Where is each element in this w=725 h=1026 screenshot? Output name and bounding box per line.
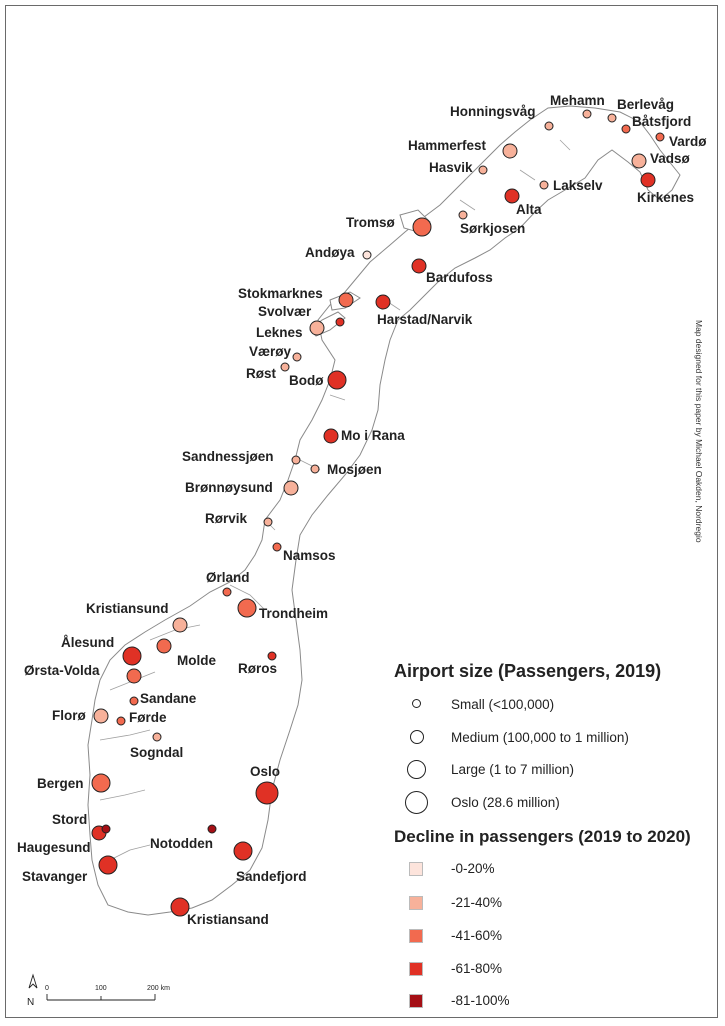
airport-marker-vads- bbox=[632, 154, 646, 168]
label-berlevag: Berlevåg bbox=[617, 97, 675, 112]
label-trondheim: Trondheim bbox=[259, 606, 329, 621]
label-bergen: Bergen bbox=[37, 776, 84, 791]
label-hammerfest: Hammerfest bbox=[408, 138, 487, 153]
label-bodo: Bodø bbox=[289, 373, 324, 388]
label-sorkjosen: Sørkjosen bbox=[460, 221, 526, 236]
legend-decline-0: -0-20% bbox=[451, 861, 495, 876]
legend-size-title: Airport size (Passengers, 2019) bbox=[394, 661, 662, 681]
label-kirkenes: Kirkenes bbox=[637, 190, 695, 205]
airport-marker-hammerfest bbox=[503, 144, 517, 158]
label-mehamn: Mehamn bbox=[550, 93, 605, 108]
airport-marker-stavanger bbox=[99, 856, 117, 874]
airport-marker-v-r-y bbox=[293, 353, 301, 361]
label-rorvik: Rørvik bbox=[205, 511, 248, 526]
label-mosjoen: Mosjøen bbox=[327, 462, 382, 477]
legend-decline-1: -21-40% bbox=[451, 895, 503, 910]
label-oslo: Oslo bbox=[250, 764, 281, 779]
label-sogndal: Sogndal bbox=[130, 745, 184, 760]
airport-marker-kirkenes bbox=[641, 173, 655, 187]
legend-size-small-circle bbox=[412, 699, 421, 708]
legend-decline-4: -81-100% bbox=[451, 993, 510, 1008]
airport-marker-troms- bbox=[413, 218, 431, 236]
legend-decline-swatch-2 bbox=[409, 929, 423, 943]
airport-marker-namsos bbox=[273, 543, 281, 551]
label-rost: Røst bbox=[246, 366, 276, 381]
airport-marker-and-ya bbox=[363, 251, 371, 259]
airport-marker-mo-i-rana bbox=[324, 429, 338, 443]
airport-marker-svolv-r bbox=[336, 318, 344, 326]
legend-decline-swatch-4 bbox=[409, 994, 423, 1008]
scale-label-200: 200 km bbox=[147, 985, 170, 992]
airport-marker--rsta-volda bbox=[127, 669, 141, 683]
label-alesund: Ålesund bbox=[61, 635, 115, 650]
label-molde: Molde bbox=[177, 653, 216, 668]
label-roros: Røros bbox=[238, 661, 278, 676]
airport-marker-mosj-en bbox=[311, 465, 319, 473]
label-batsfjord: Båtsfjord bbox=[632, 114, 692, 129]
airport-marker-stokmarknes bbox=[339, 293, 353, 307]
airport-marker-r-ros bbox=[268, 652, 276, 660]
airport-marker-r-rvik bbox=[264, 518, 272, 526]
airport-marker-kristiansund bbox=[173, 618, 187, 632]
airport-marker-mehamn bbox=[583, 110, 591, 118]
north-label: N bbox=[27, 997, 35, 1008]
airport-marker-sandefjord bbox=[234, 842, 252, 860]
airport-marker--rland bbox=[223, 588, 231, 596]
airport-marker-haugesund bbox=[102, 825, 110, 833]
label-floro: Florø bbox=[52, 708, 86, 723]
legend-size-small: Small (<100,000) bbox=[451, 697, 555, 712]
scale-label-0: 0 bbox=[45, 985, 49, 992]
label-vardo: Vardø bbox=[669, 134, 707, 149]
airport-marker-alta bbox=[505, 189, 519, 203]
airport-marker-sandane bbox=[130, 697, 138, 705]
airport-marker-molde bbox=[157, 639, 171, 653]
legend-decline-3: -61-80% bbox=[451, 961, 503, 976]
label-kristiansund: Kristiansund bbox=[86, 601, 169, 616]
airport-marker-bergen bbox=[92, 774, 110, 792]
airport-marker-lakselv bbox=[540, 181, 548, 189]
label-honningsvag: Honningsvåg bbox=[450, 104, 536, 119]
legend-decline-swatch-3 bbox=[409, 962, 423, 976]
label-sandefjord: Sandefjord bbox=[236, 869, 307, 884]
legend-size-oslo-circle bbox=[405, 791, 428, 814]
label-lakselv: Lakselv bbox=[553, 178, 603, 193]
label-sandnessjoen: Sandnessjøen bbox=[182, 449, 274, 464]
label-haugesund: Haugesund bbox=[17, 840, 91, 855]
airport-marker-vard- bbox=[656, 133, 664, 141]
legend-size-medium-circle bbox=[410, 730, 424, 744]
airport-marker-honningsv-g bbox=[545, 122, 553, 130]
label-leknes: Leknes bbox=[256, 325, 303, 340]
label-alta: Alta bbox=[516, 202, 542, 217]
airport-marker-oslo bbox=[256, 782, 278, 804]
airport-marker-sandnessj-en bbox=[292, 456, 300, 464]
legend-size-large: Large (1 to 7 million) bbox=[451, 762, 575, 777]
airport-marker-leknes bbox=[310, 321, 324, 335]
airport-marker-berlev-g bbox=[608, 114, 616, 122]
airport-marker-bod- bbox=[328, 371, 346, 389]
label-namsos: Namsos bbox=[283, 548, 336, 563]
label-vadso: Vadsø bbox=[650, 151, 690, 166]
label-forde: Førde bbox=[129, 710, 167, 725]
label-kristiansand: Kristiansand bbox=[187, 912, 269, 927]
airport-marker--lesund bbox=[123, 647, 141, 665]
label-andoya: Andøya bbox=[305, 245, 355, 260]
label-sandane: Sandane bbox=[140, 691, 197, 706]
label-stord: Stord bbox=[52, 812, 88, 827]
legend-size-oslo: Oslo (28.6 million) bbox=[451, 795, 560, 810]
airport-marker-br-nn-ysund bbox=[284, 481, 298, 495]
airport-marker-f-rde bbox=[117, 717, 125, 725]
label-vaeroy: Værøy bbox=[249, 344, 292, 359]
label-tromso: Tromsø bbox=[346, 215, 395, 230]
label-stavanger: Stavanger bbox=[22, 869, 88, 884]
airport-marker-s-rkjosen bbox=[459, 211, 467, 219]
airport-marker-hasvik bbox=[479, 166, 487, 174]
airport-marker-flor- bbox=[94, 709, 108, 723]
label-mo-i-rana: Mo i Rana bbox=[341, 428, 405, 443]
airport-marker-notodden bbox=[208, 825, 216, 833]
airport-marker-b-tsfjord bbox=[622, 125, 630, 133]
label-hasvik: Hasvik bbox=[429, 160, 473, 175]
legend-decline-2: -41-60% bbox=[451, 928, 503, 943]
label-orsta-volda: Ørsta-Volda bbox=[24, 663, 100, 678]
legend-decline-title: Decline in passengers (2019 to 2020) bbox=[394, 827, 691, 846]
airport-marker-bardufoss bbox=[412, 259, 426, 273]
legend-decline-swatch-0 bbox=[409, 862, 423, 876]
label-bardufoss: Bardufoss bbox=[426, 270, 493, 285]
airport-marker-sogndal bbox=[153, 733, 161, 741]
label-stokmarknes: Stokmarknes bbox=[238, 286, 323, 301]
label-bronnoysund: Brønnøysund bbox=[185, 480, 273, 495]
legend-size-medium: Medium (100,000 to 1 million) bbox=[451, 730, 629, 745]
label-svolvaer: Svolvær bbox=[258, 304, 312, 319]
legend-decline-swatch-1 bbox=[409, 896, 423, 910]
north-arrow bbox=[27, 975, 37, 1008]
legend-size-large-circle bbox=[407, 760, 426, 779]
label-orland: Ørland bbox=[206, 570, 250, 585]
airport-marker-harstad-narvik bbox=[376, 295, 390, 309]
scale-label-100: 100 bbox=[95, 985, 107, 992]
label-notodden: Notodden bbox=[150, 836, 213, 851]
airport-marker-r-st bbox=[281, 363, 289, 371]
map-credit: Map designed for this paper by Michael Oakden, Nordregio bbox=[694, 320, 704, 543]
label-harstad-narvik: Harstad/Narvik bbox=[377, 312, 473, 327]
scale-bar bbox=[47, 994, 155, 1000]
airport-marker-trondheim bbox=[238, 599, 256, 617]
